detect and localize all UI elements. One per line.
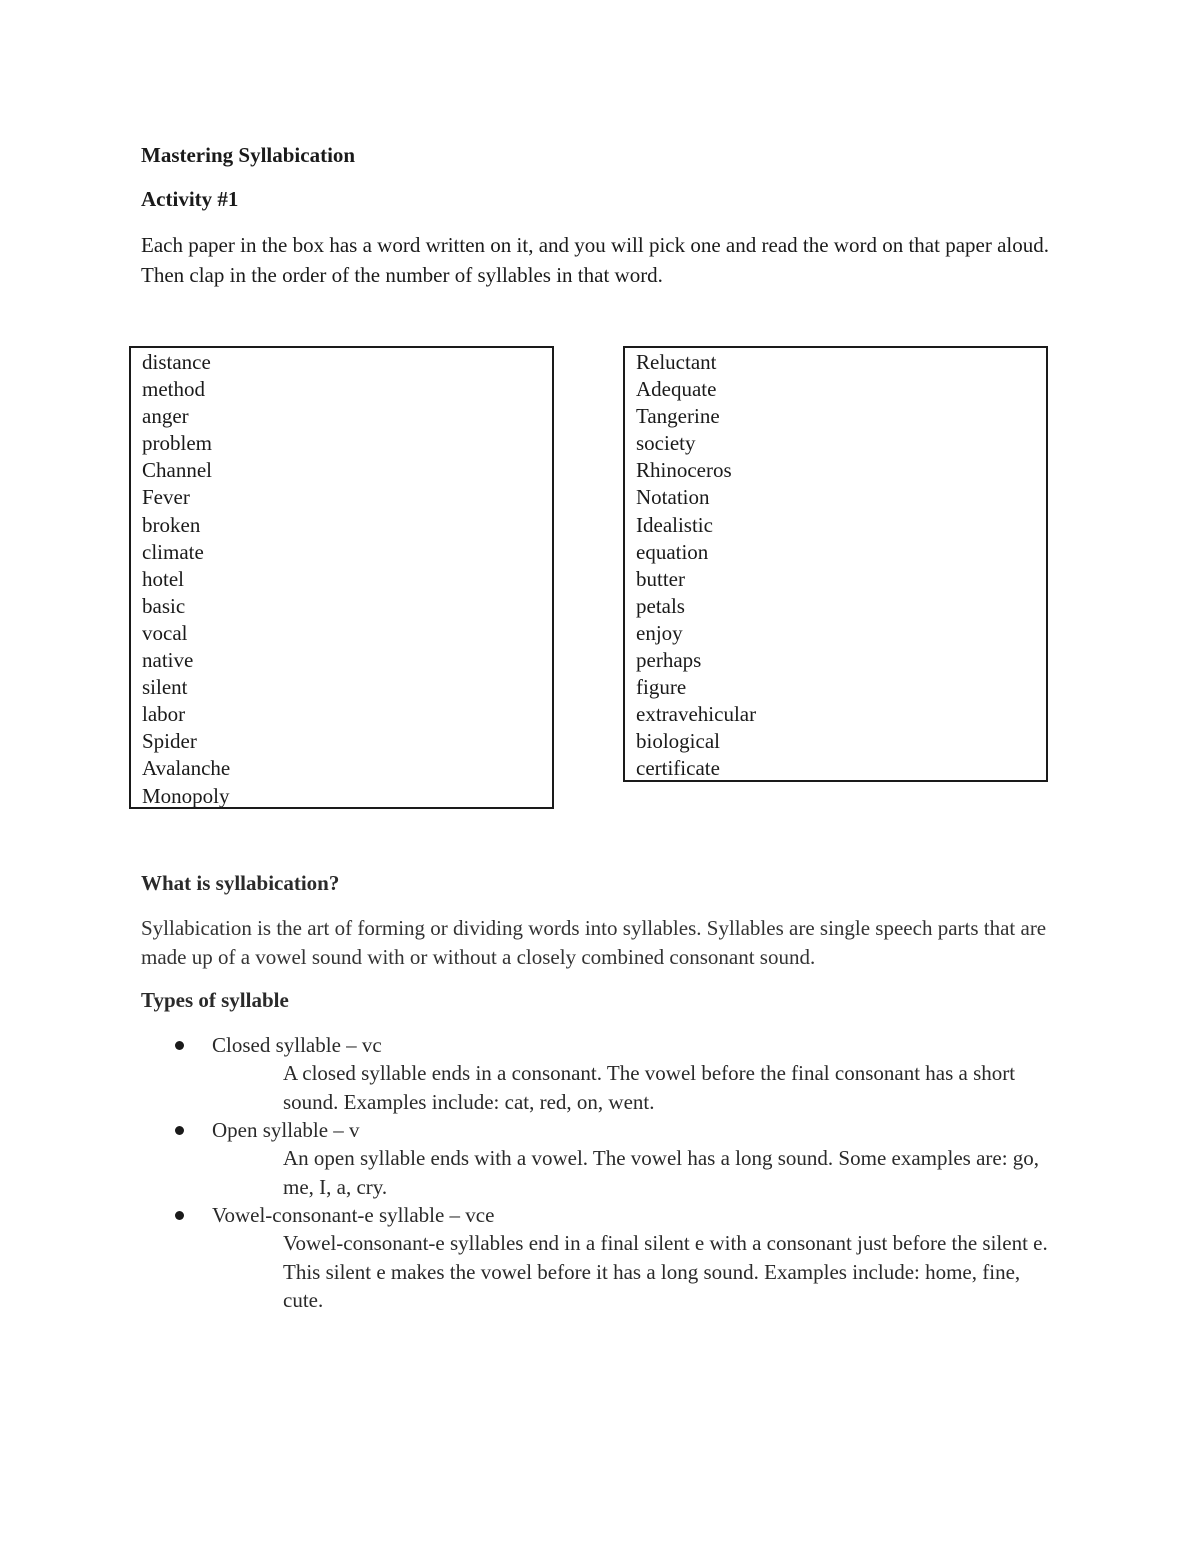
word-item: Rhinoceros (636, 458, 732, 483)
word-item: extravehicular (636, 702, 757, 727)
word-item: figure (636, 675, 687, 700)
list-item (0, 1116, 1200, 1201)
word-item: Adequate (636, 377, 717, 402)
word-item: labor (142, 702, 186, 727)
word-item: certificate (636, 756, 720, 781)
syllable-type-name: Vowel-consonant-e syllable – vce (212, 1203, 495, 1227)
word-item: silent (142, 675, 188, 700)
bullet-icon (175, 1211, 184, 1220)
section-heading-types: Types of syllable (141, 988, 289, 1012)
syllable-type-name: Closed syllable – vc (212, 1033, 382, 1057)
word-box-right (623, 346, 1048, 782)
word-item: method (142, 377, 205, 402)
document-title: Mastering Syllabication (141, 143, 356, 167)
word-item: Spider (142, 729, 197, 754)
word-item: climate (142, 539, 204, 564)
word-item: hotel (142, 566, 184, 591)
activity-heading: Activity #1 (141, 187, 239, 211)
syllable-type-description: Vowel-consonant-e syllables end in a final silent e with a consonant just before the silent e. This silent e makes the vowel before it has a long sound. Examples include: home, fine, cute. (283, 1231, 1048, 1312)
bullet-icon (175, 1126, 184, 1135)
section-heading-what-is: What is syllabication? (141, 871, 340, 895)
word-item: Tangerine (636, 404, 720, 429)
list-item (0, 1201, 1200, 1315)
bullet-icon (175, 1041, 184, 1050)
activity-instructions: Each paper in the box has a word written on it, and you will pick one and read the word on that paper aloud. Then clap in the order of the number of syllables in that word. (141, 233, 1049, 287)
word-item: biological (636, 729, 720, 754)
word-item: Reluctant (636, 350, 717, 374)
word-item: basic (142, 593, 186, 618)
word-box-left (129, 346, 554, 809)
word-item: broken (142, 512, 201, 537)
word-item: perhaps (636, 648, 702, 673)
word-item: enjoy (636, 620, 683, 645)
word-item: equation (636, 539, 709, 564)
word-item: native (142, 648, 194, 673)
word-item: society (636, 431, 696, 456)
word-item: anger (142, 404, 189, 429)
word-list-left (142, 348, 552, 810)
word-item: Monopoly (142, 783, 230, 808)
word-item: Channel (142, 458, 212, 483)
syllable-types-list (0, 1031, 1200, 1315)
word-item: petals (636, 593, 685, 618)
word-item: Avalanche (142, 756, 231, 781)
word-item: problem (142, 431, 212, 456)
word-item: vocal (142, 620, 188, 645)
syllable-type-name: Open syllable – v (212, 1118, 360, 1142)
syllable-type-description: A closed syllable ends in a consonant. The vowel before the final consonant has a short sound. Examples include: cat, red, on, went. (283, 1061, 1016, 1114)
word-item: butter (636, 566, 685, 591)
word-item: Notation (636, 485, 710, 510)
definition-paragraph: Syllabication is the art of forming or dividing words into syllables. Syllables are single speech parts that are made up of a vowel sound with or without a closely combined consonant sound. (141, 916, 1047, 969)
syllable-type-description: An open syllable ends with a vowel. The vowel has a long sound. Some examples are: go, me, I, a, cry. (283, 1146, 1040, 1199)
word-list-right (636, 348, 1046, 783)
word-item: distance (142, 350, 211, 374)
word-item: Idealistic (636, 512, 713, 537)
list-item (0, 1031, 1200, 1116)
word-item: Fever (142, 485, 190, 510)
